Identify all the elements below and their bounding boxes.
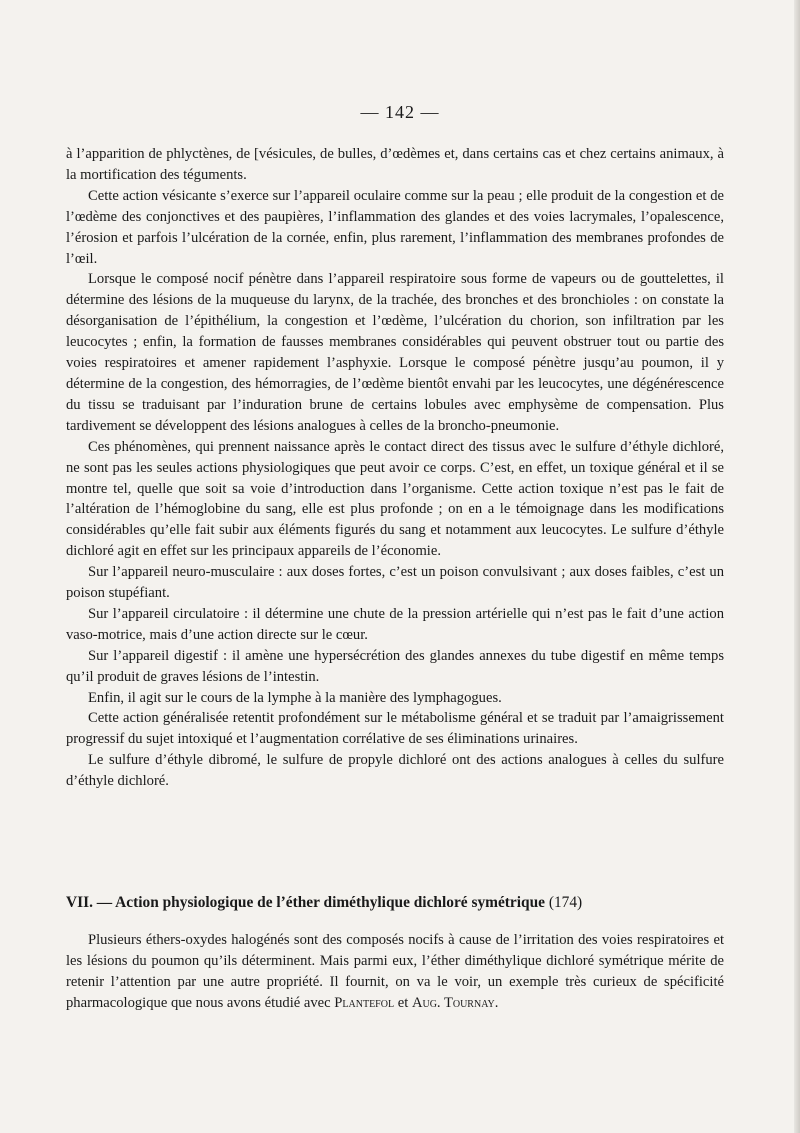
body-text [66,144,724,792]
paragraph-6: Sur l’appareil circulatoire : il détermine une chute de la pression artérielle qui n’est pas le fait d’une action vaso-motrice, mais d’une action directe sur le cœur. [66,605,724,643]
section-paragraph-text: Plusieurs éthers-oxydes halogénés sont des composés nocifs à cause de l’irritation des voies respiratoires et les lésions du poumon qu’ils déterminent. Mais parmi eux, l’éther diméthylique dichloré symétrique mérite de retenir l’attention par une autre propriété. Il fournit, on va le voir, un exemple très curieux de spécificité pharmacologique que nous avons étudié avec [66,932,724,1011]
paragraph-1: à l’apparition de phlyctènes, de [vésicules, de bulles, d’œdèmes et, dans certains cas et chez certains animaux, à la mortification des téguments. [66,146,724,183]
author-plantefol: Plantefol [334,994,395,1011]
section-body [66,930,724,1014]
paragraph-8: Enfin, il agit sur le cours de la lymphe à la manière des lymphagogues. [88,689,502,706]
page-number: — 142 — [360,102,440,122]
paragraph-4: Ces phénomènes, qui prennent naissance après le contact direct des tissus avec le sulfure d’éthyle dichloré, ne sont pas les seules actions physiologiques que peut avoir ce corps. C’est, en effet, un toxique général et il se montre tel, quelle que soit sa voie d’introduction dans l’organisme. Cette action toxique n’est pas le fait de l’altération de l’hémoglobine du sang, elle est plus profonde ; on en a le témoignage dans les modifications considérables qu’elle fait subir aux éléments figurés du sang et notamment aux leucocytes. Le sulfure d’éthyle dichloré agit en effet sur les principaux appareils de l’économie. [66,438,724,560]
section-heading [66,892,724,914]
author-tournay: Aug. Tournay [411,994,495,1011]
paragraph-end: . [494,994,499,1011]
section-paragraph [66,930,724,1014]
paragraph-10: Le sulfure d’éthyle dibromé, le sulfure de propyle dichloré ont des actions analogues à celles du sulfure d’éthyle dichloré. [66,752,724,790]
paragraph-3: Lorsque le composé nocif pénètre dans l’appareil respiratoire sous forme de vapeurs ou de gouttelettes, il détermine des lésions de la muqueuse du larynx, de la trachée, des bronches et des bronchioles : on constate la désorganisation de l’épithélium, la congestion et l’œdème, l’ulcération du chorion, son infiltration par les leucocytes ; enfin, la formation de fausses membranes considérables qui peuvent obstruer tout ou partie des voies respiratoires et amener rapidement l’asphyxie. Lorsque le composé pénètre jusqu’au poumon, il y détermine de la congestion, des hémorragies, de l’œdème bientôt envahi par les leucocytes, une dégénérescence du tissu se traduisant par l’induration brune de certains lobules avec emphysème de compensation. Plus tardivement se développent des lésions analogues à celles de la broncho-pneumonie. [66,271,724,434]
page-edge-shadow [794,0,800,1133]
paragraph-7: Sur l’appareil digestif : il amène une hypersécrétion des glandes annexes du tube digestif en même temps qu’il produit de graves lésions de l’intestin. [66,647,724,685]
section-reference: (174) [548,894,583,911]
paragraph-2: Cette action vésicante s’exerce sur l’appareil oculaire comme sur la peau ; elle produit de la congestion et de l’œdème des conjonctives et des paupières, l’inflammation des glandes et des voies lacrymales, l’opalescence, l’érosion et parfois l’ulcération de la cornée, enfin, plus rarement, l’inflammation des membranes profondes de l’œil. [66,187,724,267]
paragraph-5: Sur l’appareil neuro-musculaire : aux doses fortes, c’est un poison convulsivant ; aux doses faibles, c’est un poison stupéfiant. [66,564,724,602]
section-heading-text: VII. — Action physiologique de l’éther diméthylique dichloré symétrique [66,894,545,911]
author-connector: et [397,994,409,1011]
paragraph-9: Cette action généralisée retentit profondément sur le métabolisme général et se traduit par l’amaigrissement progressif du sujet intoxiqué et l’augmentation corrélative de ses éliminations urinaires. [66,710,724,748]
